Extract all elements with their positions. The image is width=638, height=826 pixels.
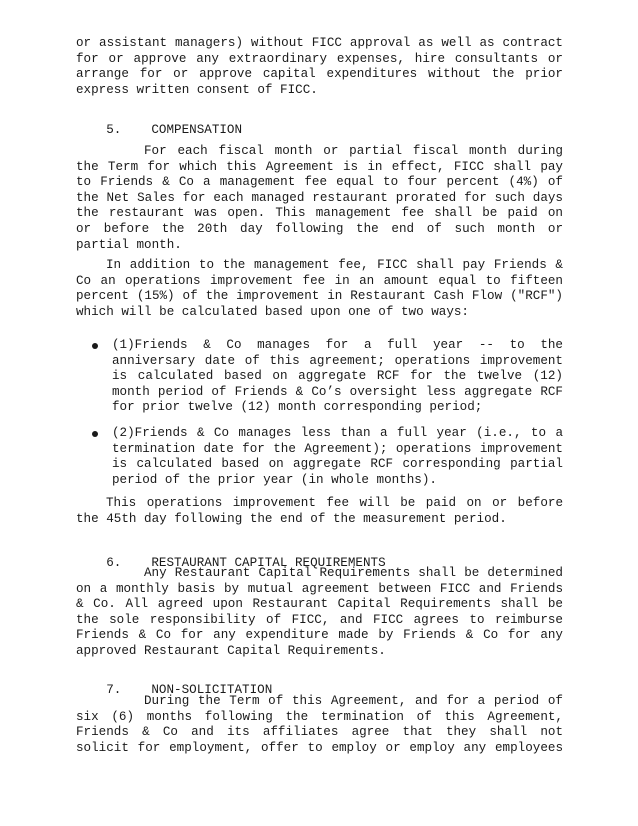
section-number: 7. — [106, 682, 122, 697]
text-line: the restaurant was open. This management fee shall be paid on — [76, 206, 563, 221]
text-line: express written consent of FICC. — [76, 82, 318, 97]
bullet-text — [112, 426, 563, 488]
bullet-icon — [92, 431, 98, 437]
text-line: (1)Friends & Co manages for a full year -- to the — [112, 338, 563, 352]
text-line: anniversary date of this agreement; operations improvement — [112, 353, 563, 368]
text-line: is calculated based on aggregate RCF corresponding partial — [112, 457, 563, 472]
bullet-icon — [92, 343, 98, 349]
text-line: solicit for employment, offer to employ or employ any employees — [76, 740, 563, 755]
section-title: COMPENSATION — [151, 122, 243, 137]
text-line: Any Restaurant Capital Requirements shall be determined — [144, 566, 563, 580]
compensation-paragraph-2 — [76, 258, 563, 320]
text-line: the sole responsibility of FICC, and FICC agrees to reimburse — [76, 612, 563, 627]
text-line: which will be calculated based upon one of two ways: — [76, 304, 469, 319]
text-line: month period of Friends & Co’s oversight less aggregate RCF — [112, 384, 563, 399]
text-line: for or approve any extraordinary expenses, hire consultants or — [76, 51, 563, 66]
text-line: is calculated based on aggregate RCF for the twelve (12) — [112, 369, 563, 384]
text-line: to Friends & Co a management fee equal to four percent (4%) of — [76, 175, 563, 190]
text-line: This operations improvement fee will be paid on or before — [106, 496, 563, 510]
section-number: 5. — [106, 122, 122, 137]
text-line: & Co. All agreed upon Restaurant Capital Requirements shall be — [76, 597, 563, 612]
text-line: percent (15%) of the improvement in Restaurant Cash Flow ("RCF") — [76, 289, 563, 304]
bullet-text — [112, 338, 563, 416]
text-line: on a monthly basis by mutual agreement between FICC and Friends — [76, 581, 563, 596]
section-number: 6. — [106, 555, 122, 570]
text-line: During the Term of this Agreement, and for a period of — [144, 694, 563, 708]
text-line: for prior twelve (12) month corresponding period; — [112, 400, 483, 415]
capital-requirements-paragraph — [76, 566, 563, 660]
text-line: approved Restaurant Capital Requirements. — [76, 643, 386, 658]
text-line: period of the prior year (in whole months). — [112, 472, 437, 487]
text-line: termination date for the Agreement); operations improvement — [112, 441, 563, 456]
section-title: NON-SOLICITATION — [151, 682, 273, 697]
text-line: the 45th day following the end of the measurement period. — [76, 511, 507, 526]
non-solicitation-paragraph — [76, 694, 563, 756]
section-title: RESTAURANT CAPITAL REQUIREMENTS — [151, 555, 386, 570]
text-line: (2)Friends & Co manages less than a full year (i.e., to a — [112, 426, 563, 440]
compensation-paragraph-3 — [76, 496, 563, 527]
text-line: or before the 20th day following the end of such month or — [76, 221, 563, 236]
text-line: Friends & Co and its affiliates agree that they shall not — [76, 725, 563, 740]
text-line: or assistant managers) without FICC approval as well as contract — [76, 36, 563, 50]
text-line: Friends & Co for any expenditure made by Friends & Co for any — [76, 628, 563, 643]
text-line: Co an operations improvement fee in an amount equal to fifteen — [76, 273, 563, 288]
text-line: For each fiscal month or partial fiscal month during — [144, 144, 563, 158]
text-line: partial month. — [76, 237, 182, 252]
text-line: six (6) months following the termination of this Agreement, — [76, 709, 563, 724]
compensation-paragraph-1 — [76, 144, 563, 253]
paragraph-continued — [76, 36, 563, 98]
text-line: In addition to the management fee, FICC shall pay Friends & — [106, 258, 563, 272]
text-line: the Net Sales for each managed restaurant prorated for such days — [76, 190, 563, 205]
text-line: arrange for or approve capital expenditures without the prior — [76, 67, 563, 82]
text-line: the Term for which this Agreement is in effect, FICC shall pay — [76, 159, 563, 174]
